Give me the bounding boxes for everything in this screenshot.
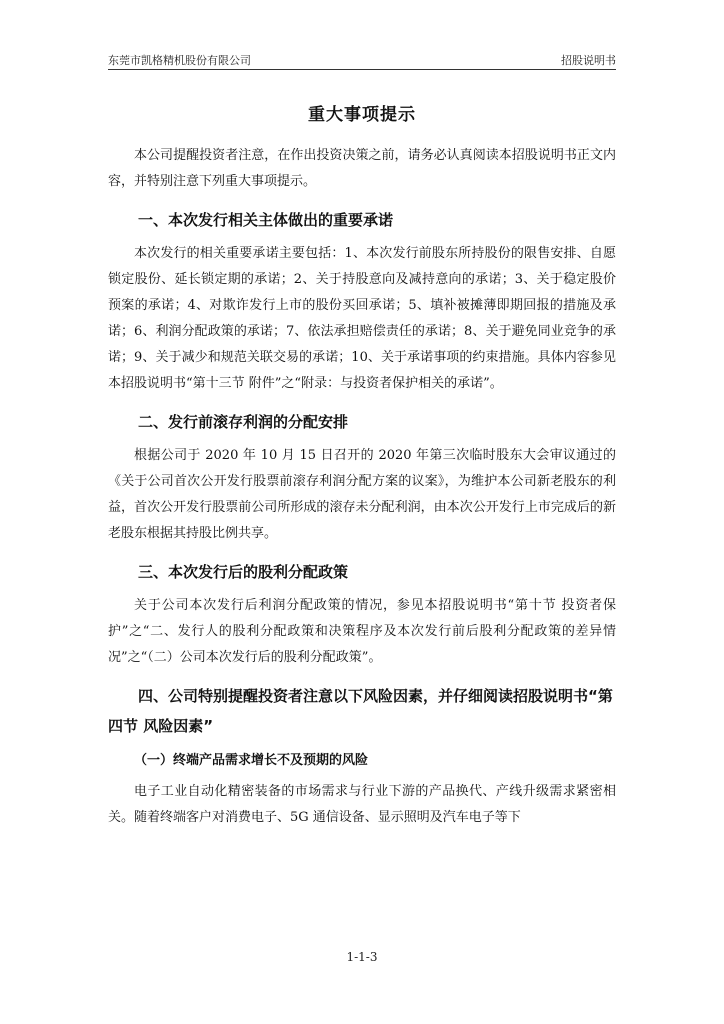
- header-doc-type: 招股说明书: [561, 54, 616, 67]
- document-body: [108, 100, 616, 831]
- section-1-body: 本次发行的相关重要承诺主要包括：1、本次发行前股东所持股份的限售安排、自愿锁定股份、延长锁定期的承诺；2、关于持股意向及减持意向的承诺；3、关于稳定股价预案的承诺；4、对欺诈发行上市的股份买回承诺；5、填补被摊薄即期回报的措施及承诺；6、利润分配政策的承诺；7、依法承担赔偿责任的承诺；8、关于避免同业竞争的承诺；9、关于减少和规范关联交易的承诺；10、关于承诺事项的约束措施。具体内容参见本招股说明书“第十三节 附件”之“附录：与投资者保护相关的承诺”。: [108, 246, 616, 391]
- section-3-heading: 三、本次发行后的股利分配政策: [138, 563, 349, 581]
- intro-paragraph: 本公司提醒投资者注意，在作出投资决策之前，请务必认真阅读本招股说明书正文内容，并特别注意下列重大事项提示。: [108, 148, 616, 189]
- header-company: 东莞市凯格精机股份有限公司: [108, 54, 251, 67]
- section-4-heading: 四、公司特别提醒投资者注意以下风险因素，并仔细阅读招股说明书“第四节 风险因素”: [108, 687, 613, 735]
- section-3-body: 关于公司本次发行后利润分配政策的情况，参见本招股说明书“第十节 投资者保护”之“二、发行人的股利分配政策和决策程序及本次发行前后股利分配政策的差异情况”之“（二）公司本次发行后的股利分配政策”。: [108, 598, 616, 665]
- section-4-subheading: （一）终端产品需求增长不及预期的风险: [134, 753, 369, 768]
- page-title: 重大事项提示: [308, 105, 416, 125]
- page-header: [108, 52, 616, 68]
- section-4-body: 电子工业自动化精密装备的市场需求与行业下游的产品换代、产线升级需求紧密相关。随着终端客户对消费电子、5G 通信设备、显示照明及汽车电子等下: [108, 784, 616, 825]
- section-2-heading: 二、发行前滚存利润的分配安排: [138, 413, 349, 431]
- header-divider: [108, 69, 616, 70]
- page-number: 1-1-3: [346, 950, 378, 964]
- section-2-body: 根据公司于 2020 年 10 月 15 日召开的 2020 年第三次临时股东大会审议通过的《关于公司首次公开发行股票前滚存利润分配方案的议案》，为维护本公司新老股东的利益，首次公开发行股票前公司所形成的滚存未分配利润，由本次公开发行上市完成后的新老股东根据其持股比例共享。: [108, 448, 616, 541]
- section-1-heading: 一、本次发行相关主体做出的重要承诺: [138, 211, 394, 229]
